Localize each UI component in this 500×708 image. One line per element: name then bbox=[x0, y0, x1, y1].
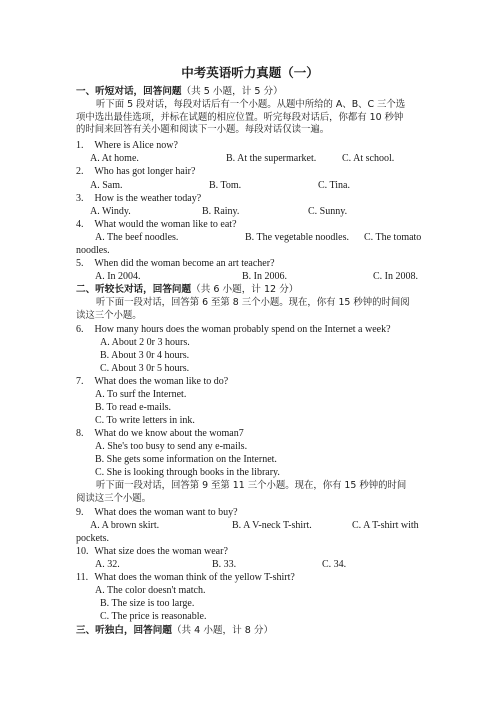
option-c: C. A T-shirt with bbox=[352, 520, 419, 531]
option-a: A. She's too busy to send any e-mails. bbox=[95, 441, 248, 452]
question-4 bbox=[76, 219, 436, 231]
option-c: C. In 2008. bbox=[373, 271, 418, 282]
option-a: A. 32. bbox=[95, 559, 120, 570]
question-number: 6. bbox=[76, 324, 84, 335]
page-title: 中考英语听力真题（一） bbox=[181, 65, 319, 80]
option-c-continued: noodles. bbox=[76, 245, 110, 256]
option-b: B. She gets some information on the Internet. bbox=[95, 454, 277, 465]
question-11 bbox=[76, 572, 436, 584]
option-b: B. A V-neck T-shirt. bbox=[232, 520, 312, 531]
option-c: C. Tina. bbox=[318, 180, 350, 191]
question-10 bbox=[76, 546, 436, 558]
option-a: A. The beef noodles. bbox=[95, 232, 179, 243]
question-5 bbox=[76, 258, 436, 270]
question-7 bbox=[76, 376, 436, 388]
question-number: 1. bbox=[76, 140, 84, 151]
option-c: C. The tomato bbox=[364, 232, 422, 243]
option-b: B. At the supermarket. bbox=[226, 153, 317, 164]
question-3 bbox=[76, 193, 436, 205]
question-text: Who has got longer hair? bbox=[94, 166, 196, 177]
option-b: B. Tom. bbox=[209, 180, 242, 191]
option-a: A. A brown skirt. bbox=[90, 520, 160, 531]
question-number: 11. bbox=[76, 572, 89, 583]
option-a: A. Windy. bbox=[90, 206, 131, 217]
instruction-line: 阅读这三个小题。 bbox=[76, 492, 152, 504]
question-2 bbox=[76, 166, 436, 178]
question-6 bbox=[76, 324, 436, 336]
option-b: B. To read e-mails. bbox=[95, 402, 172, 413]
option-b: B. The size is too large. bbox=[100, 598, 195, 609]
question-number: 7. bbox=[76, 376, 84, 387]
option-c: C. At school. bbox=[342, 153, 395, 164]
instruction-line: 听下面一段对话，回答第 6 至第 8 三个小题。现在，你有 15 秒钟的时间阅 bbox=[96, 297, 410, 308]
section-note: （共 5 小题，计 5 分） bbox=[181, 86, 283, 97]
instruction-line: 听下面一段对话，回答第 9 至第 11 三个小题。现在，你有 15 秒钟的时间 bbox=[96, 480, 407, 491]
option-b: B. About 3 0r 4 hours. bbox=[100, 350, 190, 361]
option-a: A. About 2 0r 3 hours. bbox=[100, 337, 190, 348]
section-1-heading bbox=[76, 86, 283, 98]
question-text: What does the woman want to buy? bbox=[94, 507, 238, 518]
question-number: 4. bbox=[76, 219, 84, 230]
section-label: 二、听较长对话，回答问题 bbox=[76, 284, 192, 295]
option-a: A. Sam. bbox=[90, 180, 123, 191]
section-2a-instructions bbox=[76, 297, 426, 322]
option-c: C. The price is reasonable. bbox=[100, 611, 207, 622]
section-3-heading bbox=[76, 625, 273, 637]
option-a: A. At home. bbox=[90, 153, 139, 164]
question-9 bbox=[76, 507, 436, 519]
question-text: Where is Alice now? bbox=[94, 140, 178, 151]
question-text: How many hours does the woman probably spend on the Internet a week? bbox=[94, 324, 391, 335]
option-c: C. She is looking through books in the library. bbox=[95, 467, 280, 478]
question-text: When did the woman become an art teacher? bbox=[94, 258, 275, 269]
option-c: C. To write letters in ink. bbox=[95, 415, 195, 426]
question-text: What would the woman like to eat? bbox=[94, 219, 237, 230]
question-number: 2. bbox=[76, 166, 84, 177]
option-c: C. Sunny. bbox=[308, 206, 348, 217]
option-b: B. The vegetable noodles. bbox=[245, 232, 349, 243]
section-note: （共 4 小题，计 8 分） bbox=[171, 625, 274, 636]
question-text: What does the woman think of the yellow T-shirt? bbox=[94, 572, 295, 583]
option-a: A. To surf the Internet. bbox=[95, 389, 187, 400]
option-b: B. In 2006. bbox=[242, 271, 287, 282]
instruction-line: 听下面 5 段对话，每段对话后有一个小题。从题中所给的 A、B、C 三个选 bbox=[96, 99, 406, 110]
section-note: （共 6 小题，计 12 分） bbox=[191, 284, 299, 295]
section-label: 三、听独白，回答问题 bbox=[76, 625, 172, 636]
question-number: 5. bbox=[76, 258, 84, 269]
question-number: 9. bbox=[76, 507, 84, 518]
section-1-instructions bbox=[76, 99, 426, 137]
section-2-heading bbox=[76, 284, 298, 296]
instruction-line: 读这三个小题。 bbox=[76, 309, 142, 321]
option-a: A. In 2004. bbox=[95, 271, 141, 282]
option-a: A. The color doesn't match. bbox=[95, 585, 206, 596]
question-8 bbox=[76, 428, 436, 440]
option-b: B. 33. bbox=[212, 559, 237, 570]
question-number: 3. bbox=[76, 193, 84, 204]
option-c: C. 34. bbox=[322, 559, 347, 570]
question-text: What do we know about the woman7 bbox=[94, 428, 244, 439]
question-1 bbox=[76, 140, 436, 152]
question-text: What does the woman like to do? bbox=[94, 376, 229, 387]
section-label: 一、听短对话，回答问题 bbox=[76, 86, 182, 97]
option-c: C. About 3 0r 5 hours. bbox=[100, 363, 190, 374]
section-2b-instructions bbox=[76, 480, 426, 505]
instruction-line: 项中选出最佳选项，并标在试题的相应位置。听完每段对话后，你都有 10 秒钟 bbox=[76, 111, 404, 123]
question-number: 8. bbox=[76, 428, 84, 439]
option-b: B. Rainy. bbox=[202, 206, 240, 217]
question-number: 10. bbox=[76, 546, 89, 557]
option-c-continued: pockets. bbox=[76, 533, 110, 544]
question-text: What size does the woman wear? bbox=[94, 546, 228, 557]
question-text: How is the weather today? bbox=[94, 193, 202, 204]
instruction-line: 的时间来回答有关小题和阅读下一小题。每段对话仅读一遍。 bbox=[76, 124, 330, 135]
